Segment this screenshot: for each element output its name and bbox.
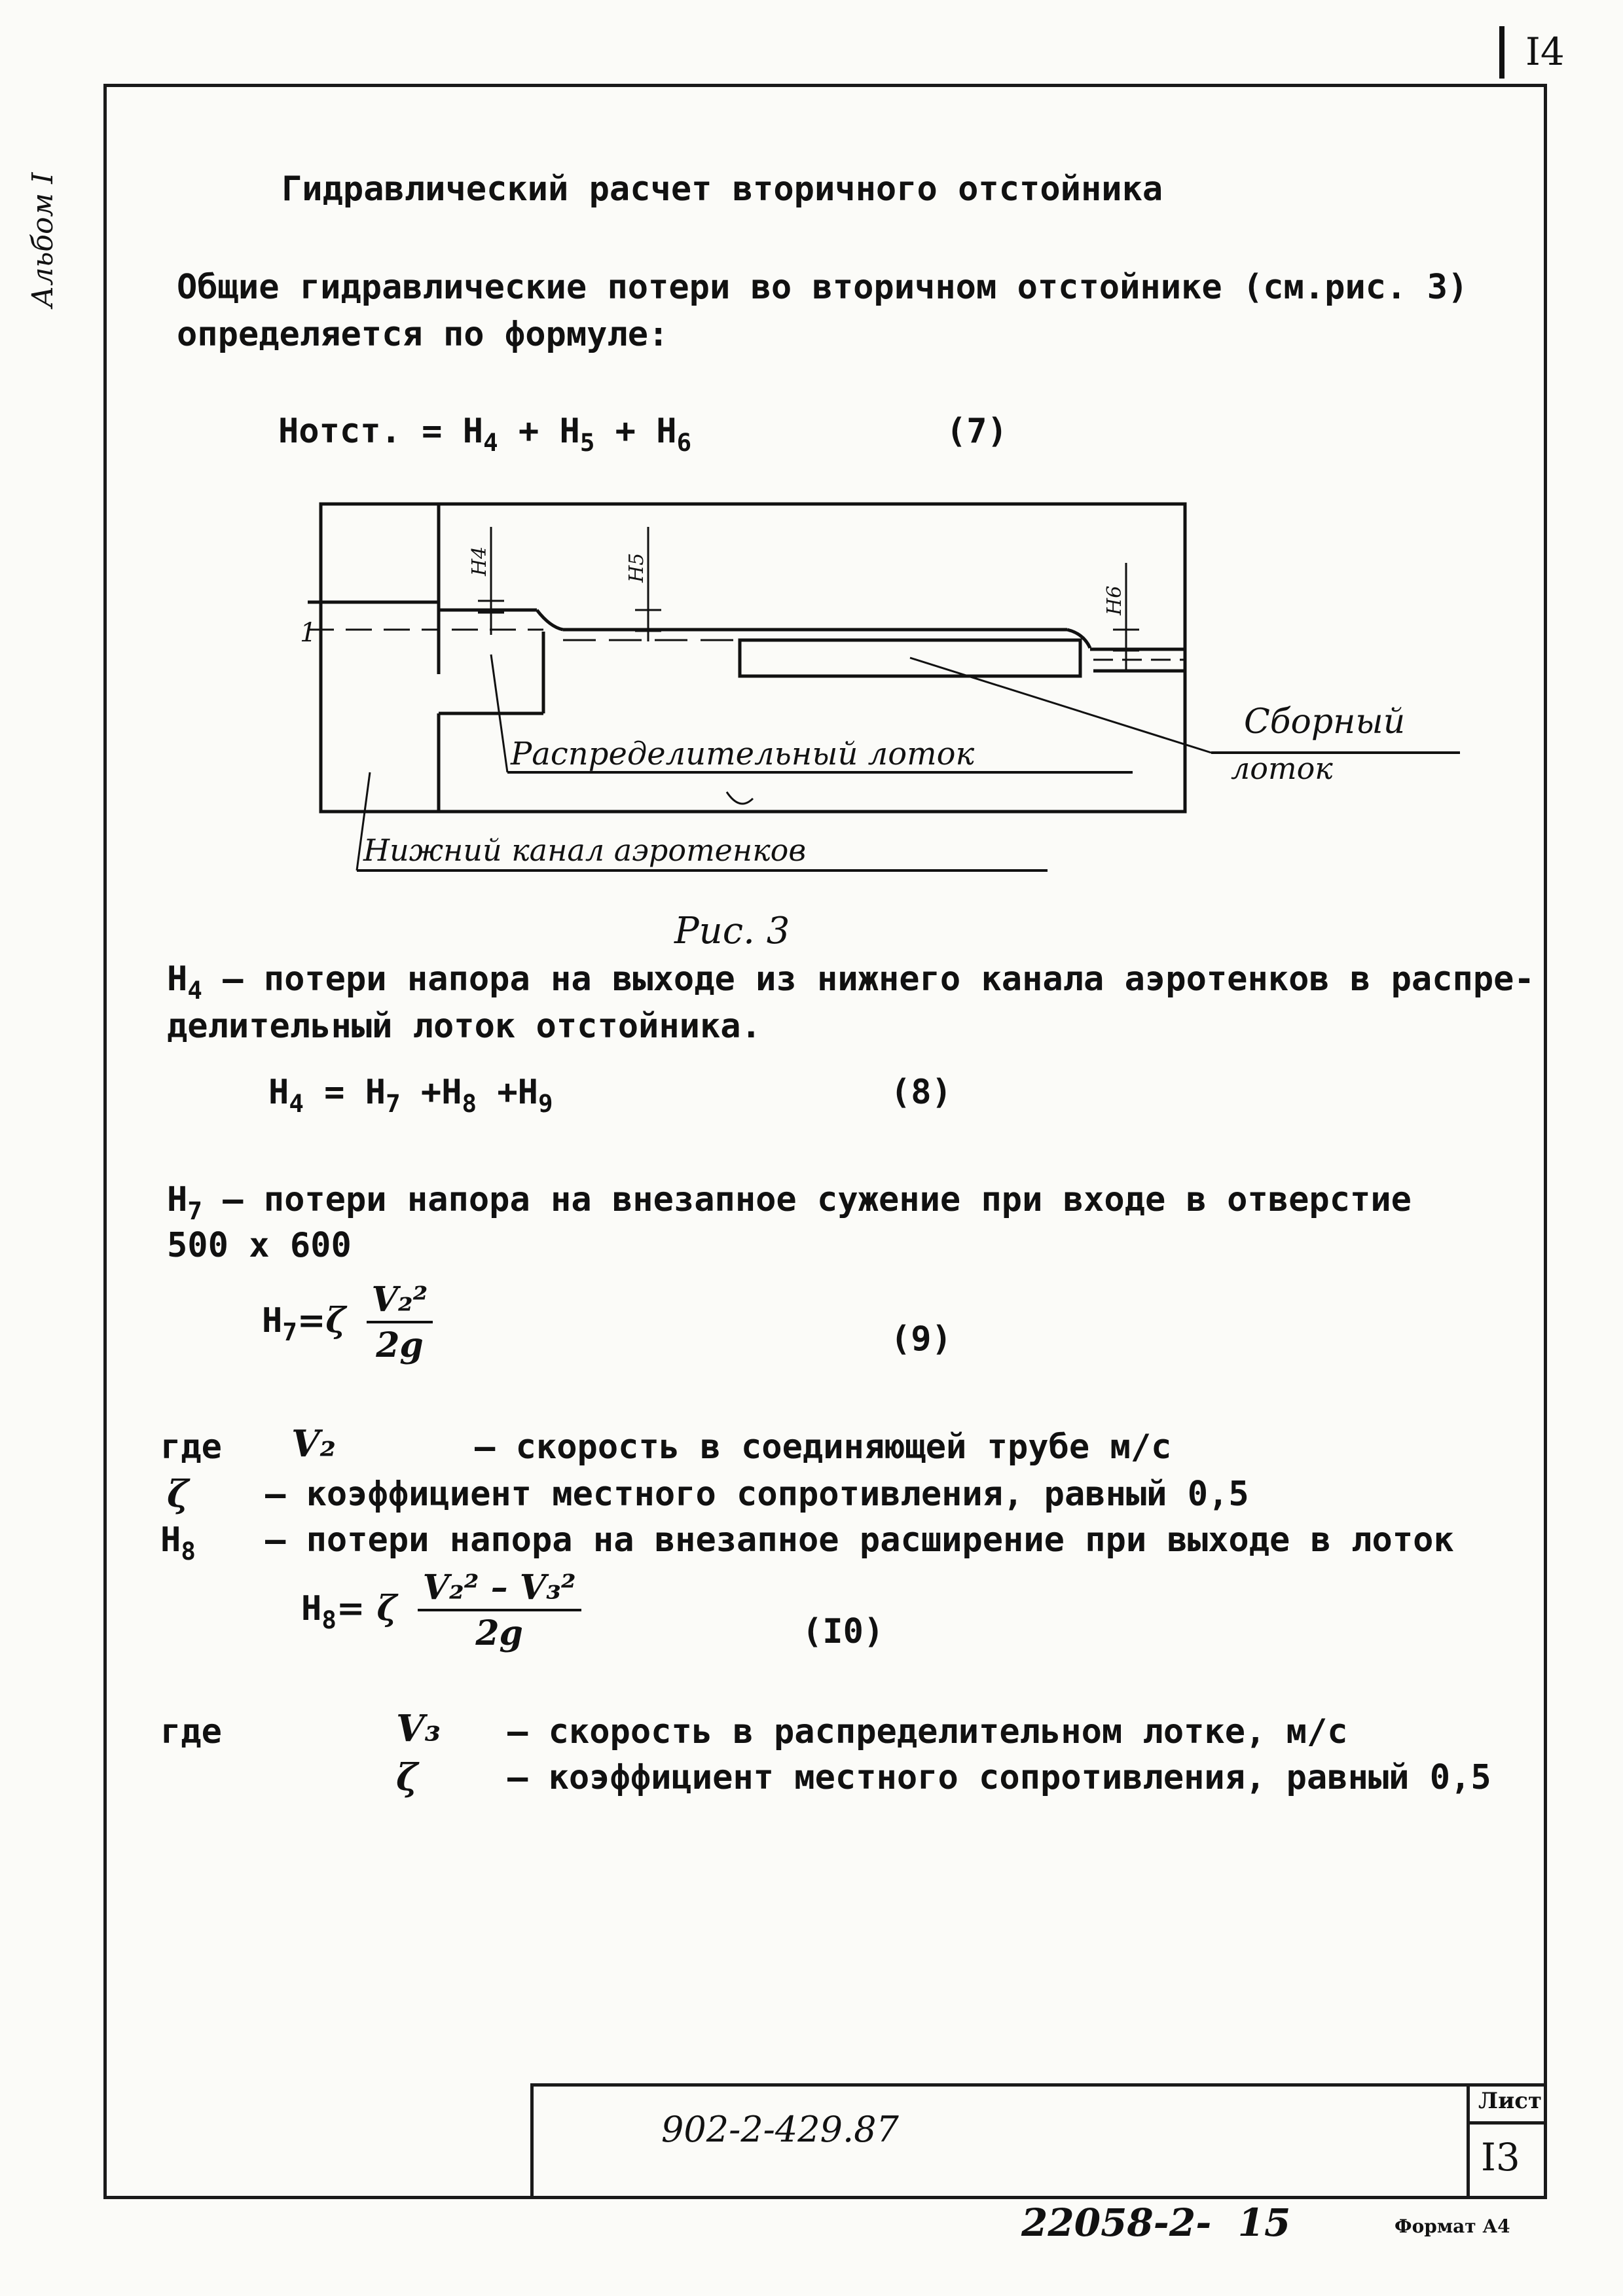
h7-sub: 7	[187, 1196, 202, 1226]
formula-10	[301, 1568, 581, 1653]
where-2-desc: – скорость в распределительном лотке, м/с	[507, 1712, 1348, 1751]
where-2-symbol: V₃	[396, 1707, 441, 1750]
h4-definition-line-2: делительный лоток отстойника.	[167, 1007, 761, 1046]
diagram-label-1: 1	[300, 618, 317, 648]
where-1-symbol: V₂	[291, 1422, 336, 1465]
formula-9-lhs: Н	[262, 1301, 283, 1340]
formula-7-sub-5: 5	[579, 428, 595, 457]
formula-7-sub-4: 4	[483, 428, 498, 457]
formula-8-c: +Н	[400, 1073, 462, 1112]
formula-9-sub: 7	[282, 1318, 297, 1347]
formula-8-sub-c: 8	[462, 1089, 477, 1119]
where-1-word: где	[160, 1427, 222, 1467]
sheet-number: I3	[1481, 2135, 1520, 2179]
intro-line-1: Общие гидравлические потери во вторичном отстойнике (см.рис. 3)	[177, 268, 1468, 307]
page-frame	[103, 84, 1547, 2199]
formula-10-fraction	[418, 1568, 581, 1653]
formula-8-sub-a: 4	[289, 1089, 304, 1119]
lower-channel-label: Нижний канал аэротенков	[363, 833, 807, 868]
sheet-label: Лист	[1478, 2088, 1542, 2114]
formula-7-lhs: Нотст. = Н	[278, 412, 484, 451]
formula-9-number: (9)	[890, 1319, 952, 1359]
h7-definition-line-1: $Н_7$ – потери напора на внезапное сужение при входе в отверстие	[167, 1180, 1412, 1226]
formula-8	[268, 1072, 553, 1124]
h8-sub: 8	[181, 1537, 196, 1566]
figure-caption: Рис. 3	[674, 910, 790, 952]
diagram-label-h4: Н4	[468, 546, 491, 576]
side-note: Альбом I	[26, 172, 60, 308]
formula-10-numerator: V₂² – V₃²	[418, 1571, 581, 1611]
formula-7-sub-6: 6	[676, 428, 692, 457]
intro-line-2: определяется по формуле:	[177, 315, 669, 354]
zeta-2-desc: – коэффициент местного сопротивления, равный 0,5	[507, 1758, 1491, 1797]
formula-8-b: = Н	[303, 1073, 386, 1112]
h4-definition-line-1: $Н_4$ – потери напора на выходе из нижнего канала аэротенков в распре-	[167, 960, 1535, 1005]
h8-definition	[160, 1520, 196, 1571]
zeta-1-symbol: ζ	[167, 1473, 189, 1516]
page-number-bar	[1499, 26, 1504, 79]
zeta-1-desc: – коэффициент местного сопротивления, равный 0,5	[265, 1475, 1249, 1514]
settler-diagram	[282, 484, 1493, 884]
h7-definition-line-2: 500 х 600	[167, 1226, 352, 1265]
format-label: Формат А4	[1395, 2215, 1510, 2237]
formula-7-number: (7)	[946, 412, 1008, 451]
formula-8-sub-d: 9	[538, 1089, 553, 1119]
formula-10-lhs: Н	[301, 1589, 322, 1628]
where-1-desc: – скорость в соединяющей трубе м/с	[475, 1427, 1172, 1467]
formula-8-number: (8)	[890, 1073, 952, 1112]
document-code: 902-2-429.87	[661, 2109, 899, 2150]
where-2-word: где	[160, 1712, 222, 1751]
h4-def-text: – потери напора на выходе из нижнего канала аэротенков в распре-	[202, 960, 1535, 999]
formula-10-number: (I0)	[802, 1612, 884, 1651]
formula-9-eq: =ζ	[297, 1300, 346, 1340]
inventory-number: 22058-2- 15	[1021, 2200, 1291, 2245]
h8-symbol: Н	[160, 1520, 181, 1560]
formula-8-sub-b: 7	[386, 1089, 401, 1119]
formula-7-plus-1: + Н	[498, 412, 580, 451]
h7-def-text: – потери напора на внезапное сужение при входе в отверстие	[202, 1180, 1412, 1219]
formula-7	[278, 411, 691, 463]
formula-7-plus-2: + Н	[594, 412, 677, 451]
formula-9	[262, 1280, 433, 1365]
h8-desc: – потери напора на внезапное расширение при выходе в лоток	[265, 1520, 1454, 1560]
distribution-trough-label: Распределительный лоток	[511, 736, 975, 772]
formula-8-a: Н	[268, 1073, 289, 1112]
formula-9-fraction	[367, 1280, 433, 1365]
diagram-label-h6: Н6	[1103, 585, 1126, 615]
formula-10-denominator: 2g	[475, 1613, 523, 1653]
page-number-top: I4	[1525, 29, 1565, 74]
diagram-label-h5: Н5	[625, 552, 648, 583]
h4-sub: 4	[187, 976, 202, 1005]
formula-9-numerator: V₂²	[367, 1283, 433, 1323]
formula-10-eq: = ζ	[336, 1588, 397, 1628]
formula-8-d: +Н	[477, 1073, 538, 1112]
formula-10-sub: 8	[321, 1605, 337, 1635]
zeta-2-symbol: ζ	[396, 1756, 418, 1799]
collecting-trough-label-2: лоток	[1231, 751, 1333, 786]
page-title: Гидравлический расчет вторичного отстойника	[282, 170, 1163, 209]
formula-9-denominator: 2g	[376, 1325, 424, 1365]
collecting-trough-label-1: Сборный	[1244, 702, 1406, 742]
